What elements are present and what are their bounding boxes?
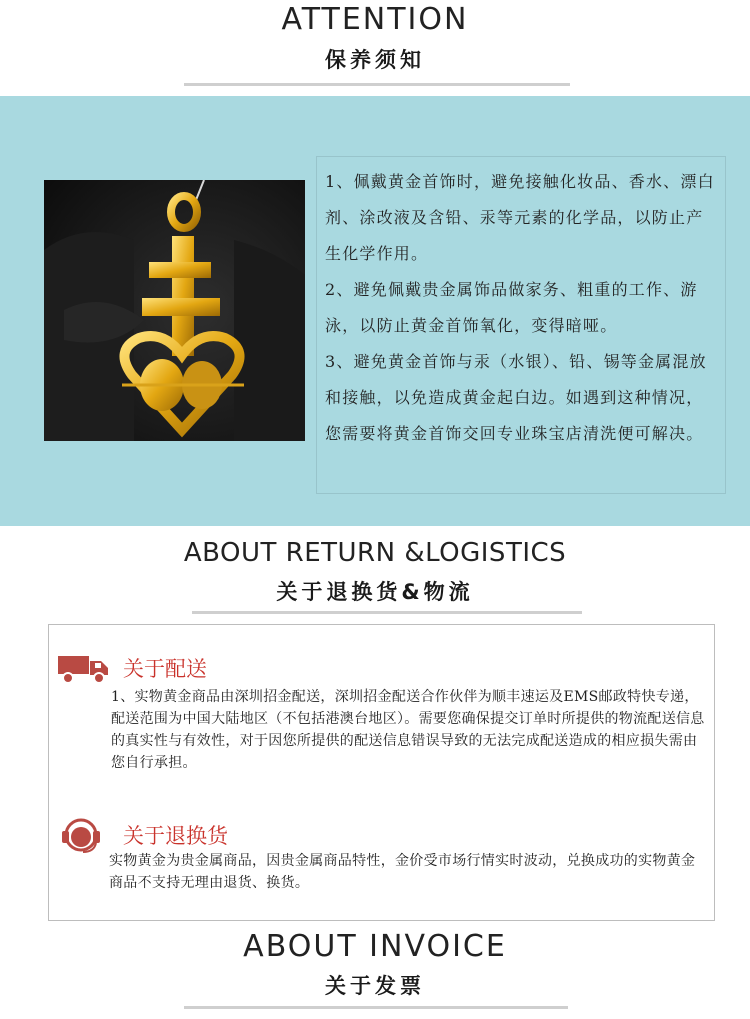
- delivery-text: 1、实物黄金商品由深圳招金配送，深圳招金配送合作伙伴为顺丰速运及EMS邮政特快专递，配送范围为中国大陆地区（不包括港澳台地区）。需要您确保提交订单时所提供的物流配送信息的真实性与有效性，对于因您所提供的配送信息错误导致的无法完成配送造成的相应损失需由您自行承担。: [111, 689, 705, 771]
- care-item-3: 3、避免黄金首饰与汞（水银）、铅、锡等金属混放和接触，以免造成黄金起白边。如遇到这种情况，您需要将黄金首饰交回专业珠宝店清洗便可解决。: [325, 352, 707, 443]
- customer-service-icon: [58, 815, 104, 859]
- returns-text: 实物黄金为贵金属商品，因贵金属商品特性，金价受市场行情实时波动，兑换成功的实物黄金商品不支持无理由退货、换货。: [109, 853, 696, 891]
- gold-pendant-image: [44, 180, 305, 441]
- attention-title-en: ATTENTION: [281, 2, 469, 37]
- attention-divider: [184, 83, 570, 86]
- product-photo: [44, 180, 305, 441]
- return-title-en: ABOUT RETURN &LOGISTICS: [183, 538, 567, 568]
- truck-icon: [57, 653, 109, 689]
- attention-title-cn: 保养须知: [325, 48, 425, 72]
- return-logistics-box: [48, 624, 715, 921]
- invoice-title-cn: 关于发票: [325, 974, 425, 998]
- invoice-divider: [184, 1006, 568, 1009]
- care-instructions: [316, 156, 726, 494]
- returns-heading: 关于退换货: [123, 824, 228, 848]
- care-item-1: 1、佩戴黄金首饰时，避免接触化妆品、香水、漂白剂、涂改液及含铅、汞等元素的化学品，以防止产生化学作用。: [325, 172, 715, 263]
- return-divider: [192, 611, 582, 614]
- delivery-heading: 关于配送: [123, 657, 207, 681]
- care-item-2: 2、避免佩戴贵金属饰品做家务、粗重的工作、游泳，以防止黄金首饰氧化，变得暗哑。: [325, 280, 698, 335]
- invoice-title-en: ABOUT INVOICE: [243, 929, 507, 964]
- return-title-cn: 关于退换货&物流: [276, 580, 474, 604]
